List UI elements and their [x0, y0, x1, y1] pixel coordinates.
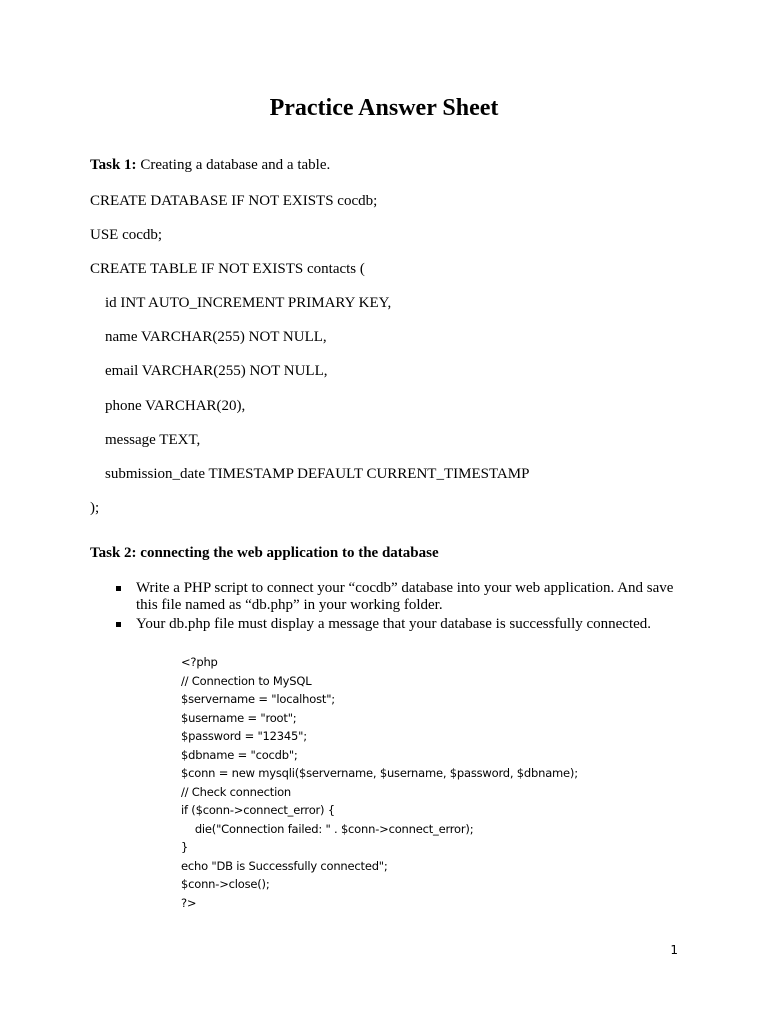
sql-line: message TEXT, [105, 432, 201, 448]
sql-line: email VARCHAR(255) NOT NULL, [105, 363, 328, 379]
code-line: $conn = new mysqli($servername, $username, $password, $dbname); [181, 766, 578, 780]
sql-line: id INT AUTO_INCREMENT PRIMARY KEY, [105, 295, 392, 311]
sql-line: name VARCHAR(255) NOT NULL, [105, 329, 327, 345]
task1-label: Task 1: [90, 157, 137, 173]
task2-heading: Task 2: connecting the web application to the database [90, 545, 439, 561]
code-line: <?php [181, 655, 218, 669]
sql-line: USE cocdb; [90, 227, 163, 243]
code-line: } [181, 840, 189, 854]
code-line: $password = "12345"; [181, 729, 307, 743]
task1-line [90, 156, 330, 174]
sql-line: ); [90, 500, 100, 516]
code-line: // Check connection [181, 784, 291, 799]
sql-line: CREATE TABLE IF NOT EXISTS contacts ( [90, 261, 365, 277]
code-line: if ($conn->connect_error) { [181, 803, 335, 817]
square-bullet-icon [116, 622, 121, 627]
php-code-block [181, 653, 578, 912]
square-bullet-icon [116, 586, 121, 591]
task2-bullet-list [116, 580, 696, 635]
list-item [116, 580, 696, 614]
code-line: echo "DB is Successfully connected"; [181, 858, 388, 873]
code-line: $servername = "localhost"; [181, 692, 335, 706]
bullet-text: Write a PHP script to connect your “cocdb” database into your web application. And save this file named as “db.php” in your working folder. [136, 580, 674, 613]
code-line: $conn->close(); [181, 877, 270, 891]
page-number: 1 [670, 943, 678, 957]
code-line: // Connection to MySQL [181, 673, 312, 688]
sql-line: CREATE DATABASE IF NOT EXISTS cocdb; [90, 193, 378, 209]
list-item [116, 616, 696, 633]
task1-text: Creating a database and a table. [136, 157, 331, 173]
sql-line: phone VARCHAR(20), [105, 398, 246, 414]
code-line: ?> [181, 895, 197, 910]
sql-line: submission_date TIMESTAMP DEFAULT CURRENT_TIMESTAMP [105, 466, 530, 482]
code-line: $dbname = "cocdb"; [181, 747, 298, 762]
bullet-text: Your db.php file must display a message that your database is successfully connected. [136, 616, 652, 632]
code-line: $username = "root"; [181, 710, 297, 725]
page-title: Practice Answer Sheet [269, 95, 499, 121]
code-line: die("Connection failed: " . $conn->connect_error); [181, 821, 474, 836]
